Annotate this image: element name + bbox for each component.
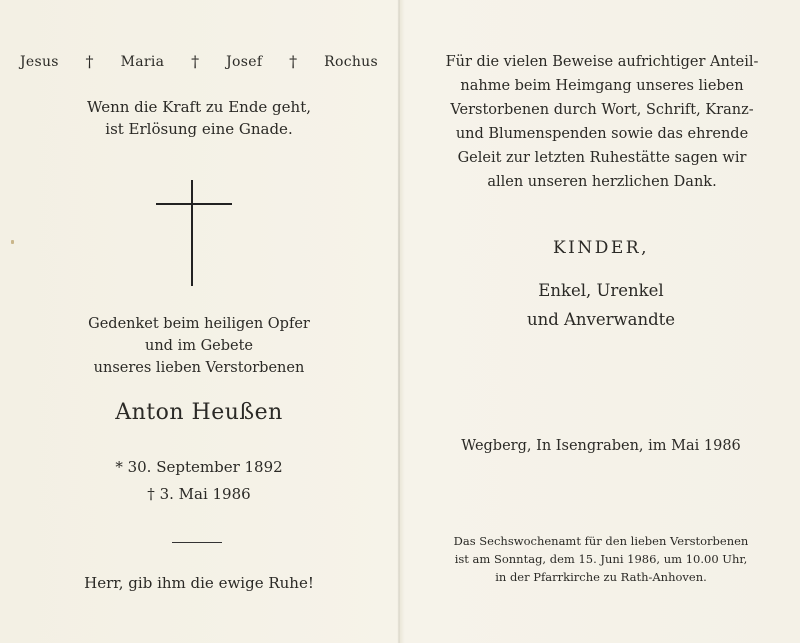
mass-notice [402,532,800,586]
remembrance-line: und im Gebete [145,338,253,354]
notice-line: Das Sechswochenamt für den lieben Verstorbenen [453,534,749,548]
family-line: Enkel, Urenkel [538,281,664,300]
saint-rochus: Rochus [324,53,378,70]
family-members [402,276,800,334]
remembrance-line: Gedenket beim heiligen Opfer [88,316,310,332]
life-dates [10,454,388,508]
birth-date: * 30. September 1892 [115,458,283,476]
thanks-line: Verstorbenen durch Wort, Schrift, Kranz- [450,102,754,118]
divider [172,542,222,543]
left-panel [0,0,398,643]
dagger-icon: † [85,52,94,71]
saint-jesus: Jesus [20,53,59,70]
right-panel [402,0,800,643]
motto-line: Wenn die Kraft zu Ende geht, [87,98,311,116]
notice-line: in der Pfarrkirche zu Rath-Anhoven. [495,570,707,584]
center-fold [398,0,400,643]
thanks-line: allen unseren herzlichen Dank. [487,174,717,190]
cross-icon [156,180,232,286]
place-date: Wegberg, In Isengraben, im Mai 1986 [461,438,741,454]
remembrance-text [10,313,388,379]
closing-prayer: Herr, gib ihm die ewige Ruhe! [84,574,314,592]
thanks-line: Geleit zur letzten Ruhestätte sagen wir [457,150,747,166]
thanks-text [432,50,772,194]
dagger-icon: † [289,52,298,71]
notice-line: ist am Sonntag, dem 15. Juni 1986, um 10.00 Uhr, [454,552,748,566]
saint-maria: Maria [120,53,165,70]
motto-line: ist Erlösung eine Gnade. [105,120,293,138]
saint-josef: Josef [226,53,263,70]
death-date: † 3. Mai 1986 [147,485,251,503]
thanks-line: Für die vielen Beweise aufrichtiger Anteil- [445,54,759,70]
thanks-line: nahme beim Heimgang unseres lieben [460,78,744,94]
family-line: und Anverwandte [526,310,676,329]
motto [10,96,388,140]
family-heading: KINDER, [552,238,650,258]
saints-line [20,52,378,71]
deceased-name: Anton Heußen [115,400,283,425]
remembrance-line: unseres lieben Verstorbenen [93,360,305,376]
thanks-line: und Blumenspenden sowie das ehrende [455,126,749,142]
dagger-icon: † [191,52,200,71]
